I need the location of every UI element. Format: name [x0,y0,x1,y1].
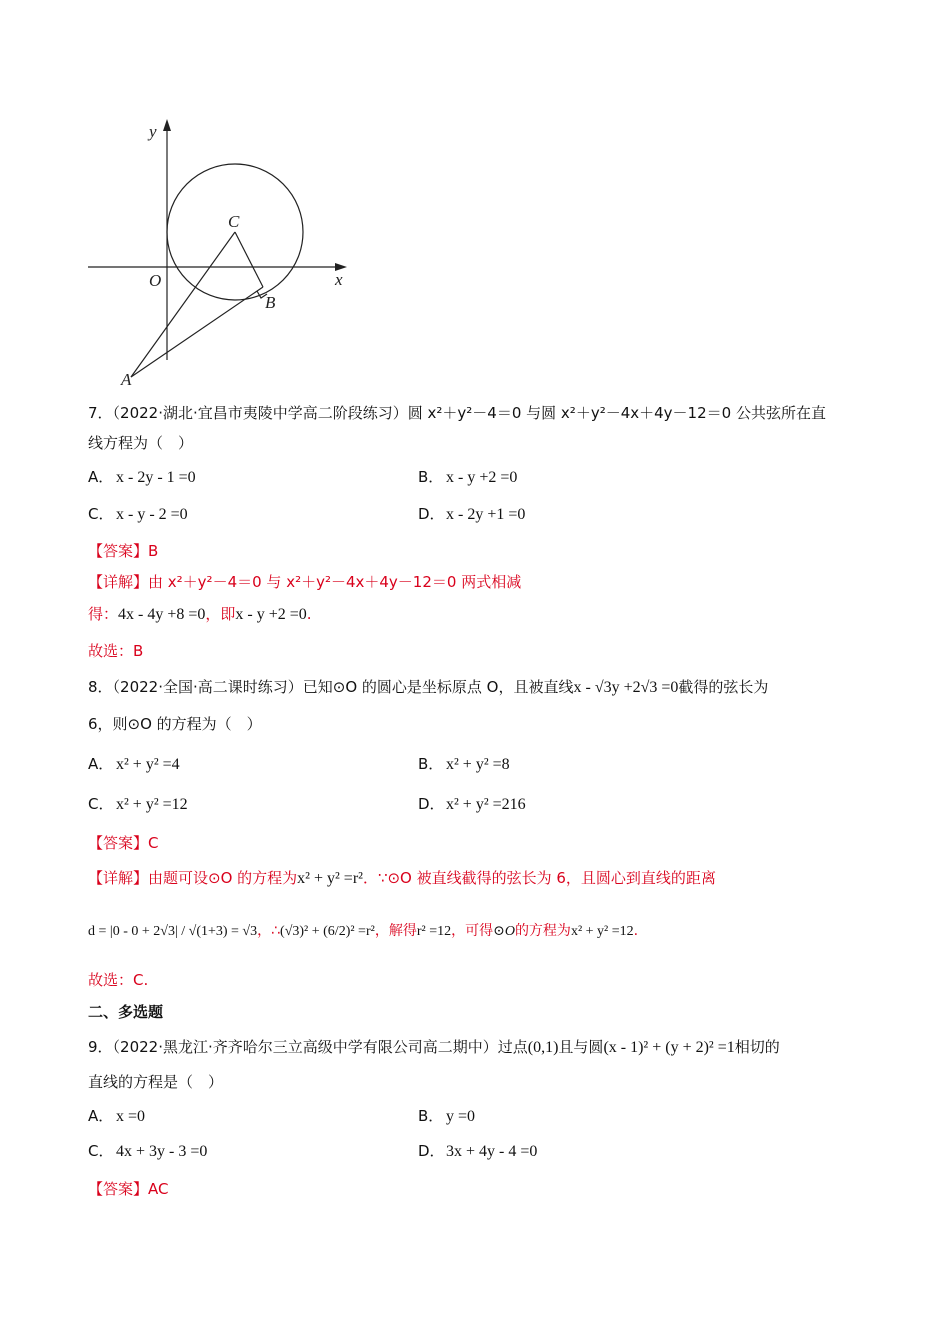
segment-CA [131,232,235,377]
q8-option-a[interactable]: A． x² + y² =4 [88,755,180,773]
segment-CB [235,232,263,287]
segment-AB [131,287,263,377]
q8-answer: 【答案】C [88,834,159,852]
section-heading: 二、多选题 [88,1003,164,1021]
q7-option-b[interactable]: B． x - y +2 =0 [418,468,518,486]
q9-option-d[interactable]: D．3x + 4y - 4 =0 [418,1142,538,1160]
label-O: O [149,271,162,290]
q8-detail-line1: 【详解】由题可设⊙O 的方程为x² + y² =r²．∵⊙O 被直线截得的弦长为 6，且圆心到直线的距离 [88,869,716,887]
q9-option-a[interactable]: A． x =0 [88,1107,146,1125]
q7-answer: 【答案】B [88,542,159,560]
q7-option-d[interactable]: D．x - 2y +1 =0 [418,505,526,523]
label-A: A [121,370,132,389]
y-arrow-icon [163,119,171,131]
q8-detail-line2: d = |0 - 0 + 2√3| / √(1+3) = √3，∴(√3)² + (6/2)² =r²，解得r² =12，可得⊙O的方程为x² + y² =12. [88,923,639,939]
q8-option-d[interactable]: D．x² + y² =216 [418,795,526,813]
q7-option-a[interactable]: A． x - 2y - 1 =0 [88,468,196,486]
q9-option-b[interactable]: B． y =0 [418,1107,476,1125]
label-x: x [335,270,343,289]
q7-detail-line2: 得：4x - 4y +8 =0，即x - y +2 =0. [88,605,312,623]
geometry-figure [85,115,365,395]
q8-stem-line2: 6，则⊙O 的方程为（ ） [88,715,262,733]
q7-stem-line1: 7．（2022·湖北·宜昌市夷陵中学高二阶段练习）圆 x²＋y²－4＝0 与圆 x²＋y²－4x＋4y－12＝0 公共弦所在直 [88,404,826,422]
q7-stem-line2: 线方程为（ ） [88,434,194,452]
q9-answer: 【答案】AC [88,1180,169,1198]
q7-detail-line1: 【详解】由 x²＋y²－4＝0 与 x²＋y²－4x＋4y－12＝0 两式相减 [88,573,522,591]
q8-option-c[interactable]: C． x² + y² =12 [88,795,188,813]
q9-option-c[interactable]: C． 4x + 3y - 3 =0 [88,1142,208,1160]
q9-stem-line1: 9．（2022·黑龙江·齐齐哈尔三立高级中学有限公司高二期中）过点(0,1)且与圆(x - 1)² + (y + 2)² =1相切的 [88,1038,780,1056]
q7-conclusion: 故选：B [88,642,144,660]
q9-stem-line2: 直线的方程是（ ） [88,1073,224,1091]
q8-conclusion: 故选：C. [88,971,149,989]
label-C: C [228,212,240,231]
label-y: y [149,122,157,141]
label-B: B [265,293,276,312]
q7-option-c[interactable]: C． x - y - 2 =0 [88,505,188,523]
q8-stem-line1: 8．（2022·全国·高二课时练习）已知⊙O 的圆心是坐标原点 O，且被直线x - √3y +2√3 =0截得的弦长为 [88,678,769,696]
q8-option-b[interactable]: B． x² + y² =8 [418,755,510,773]
